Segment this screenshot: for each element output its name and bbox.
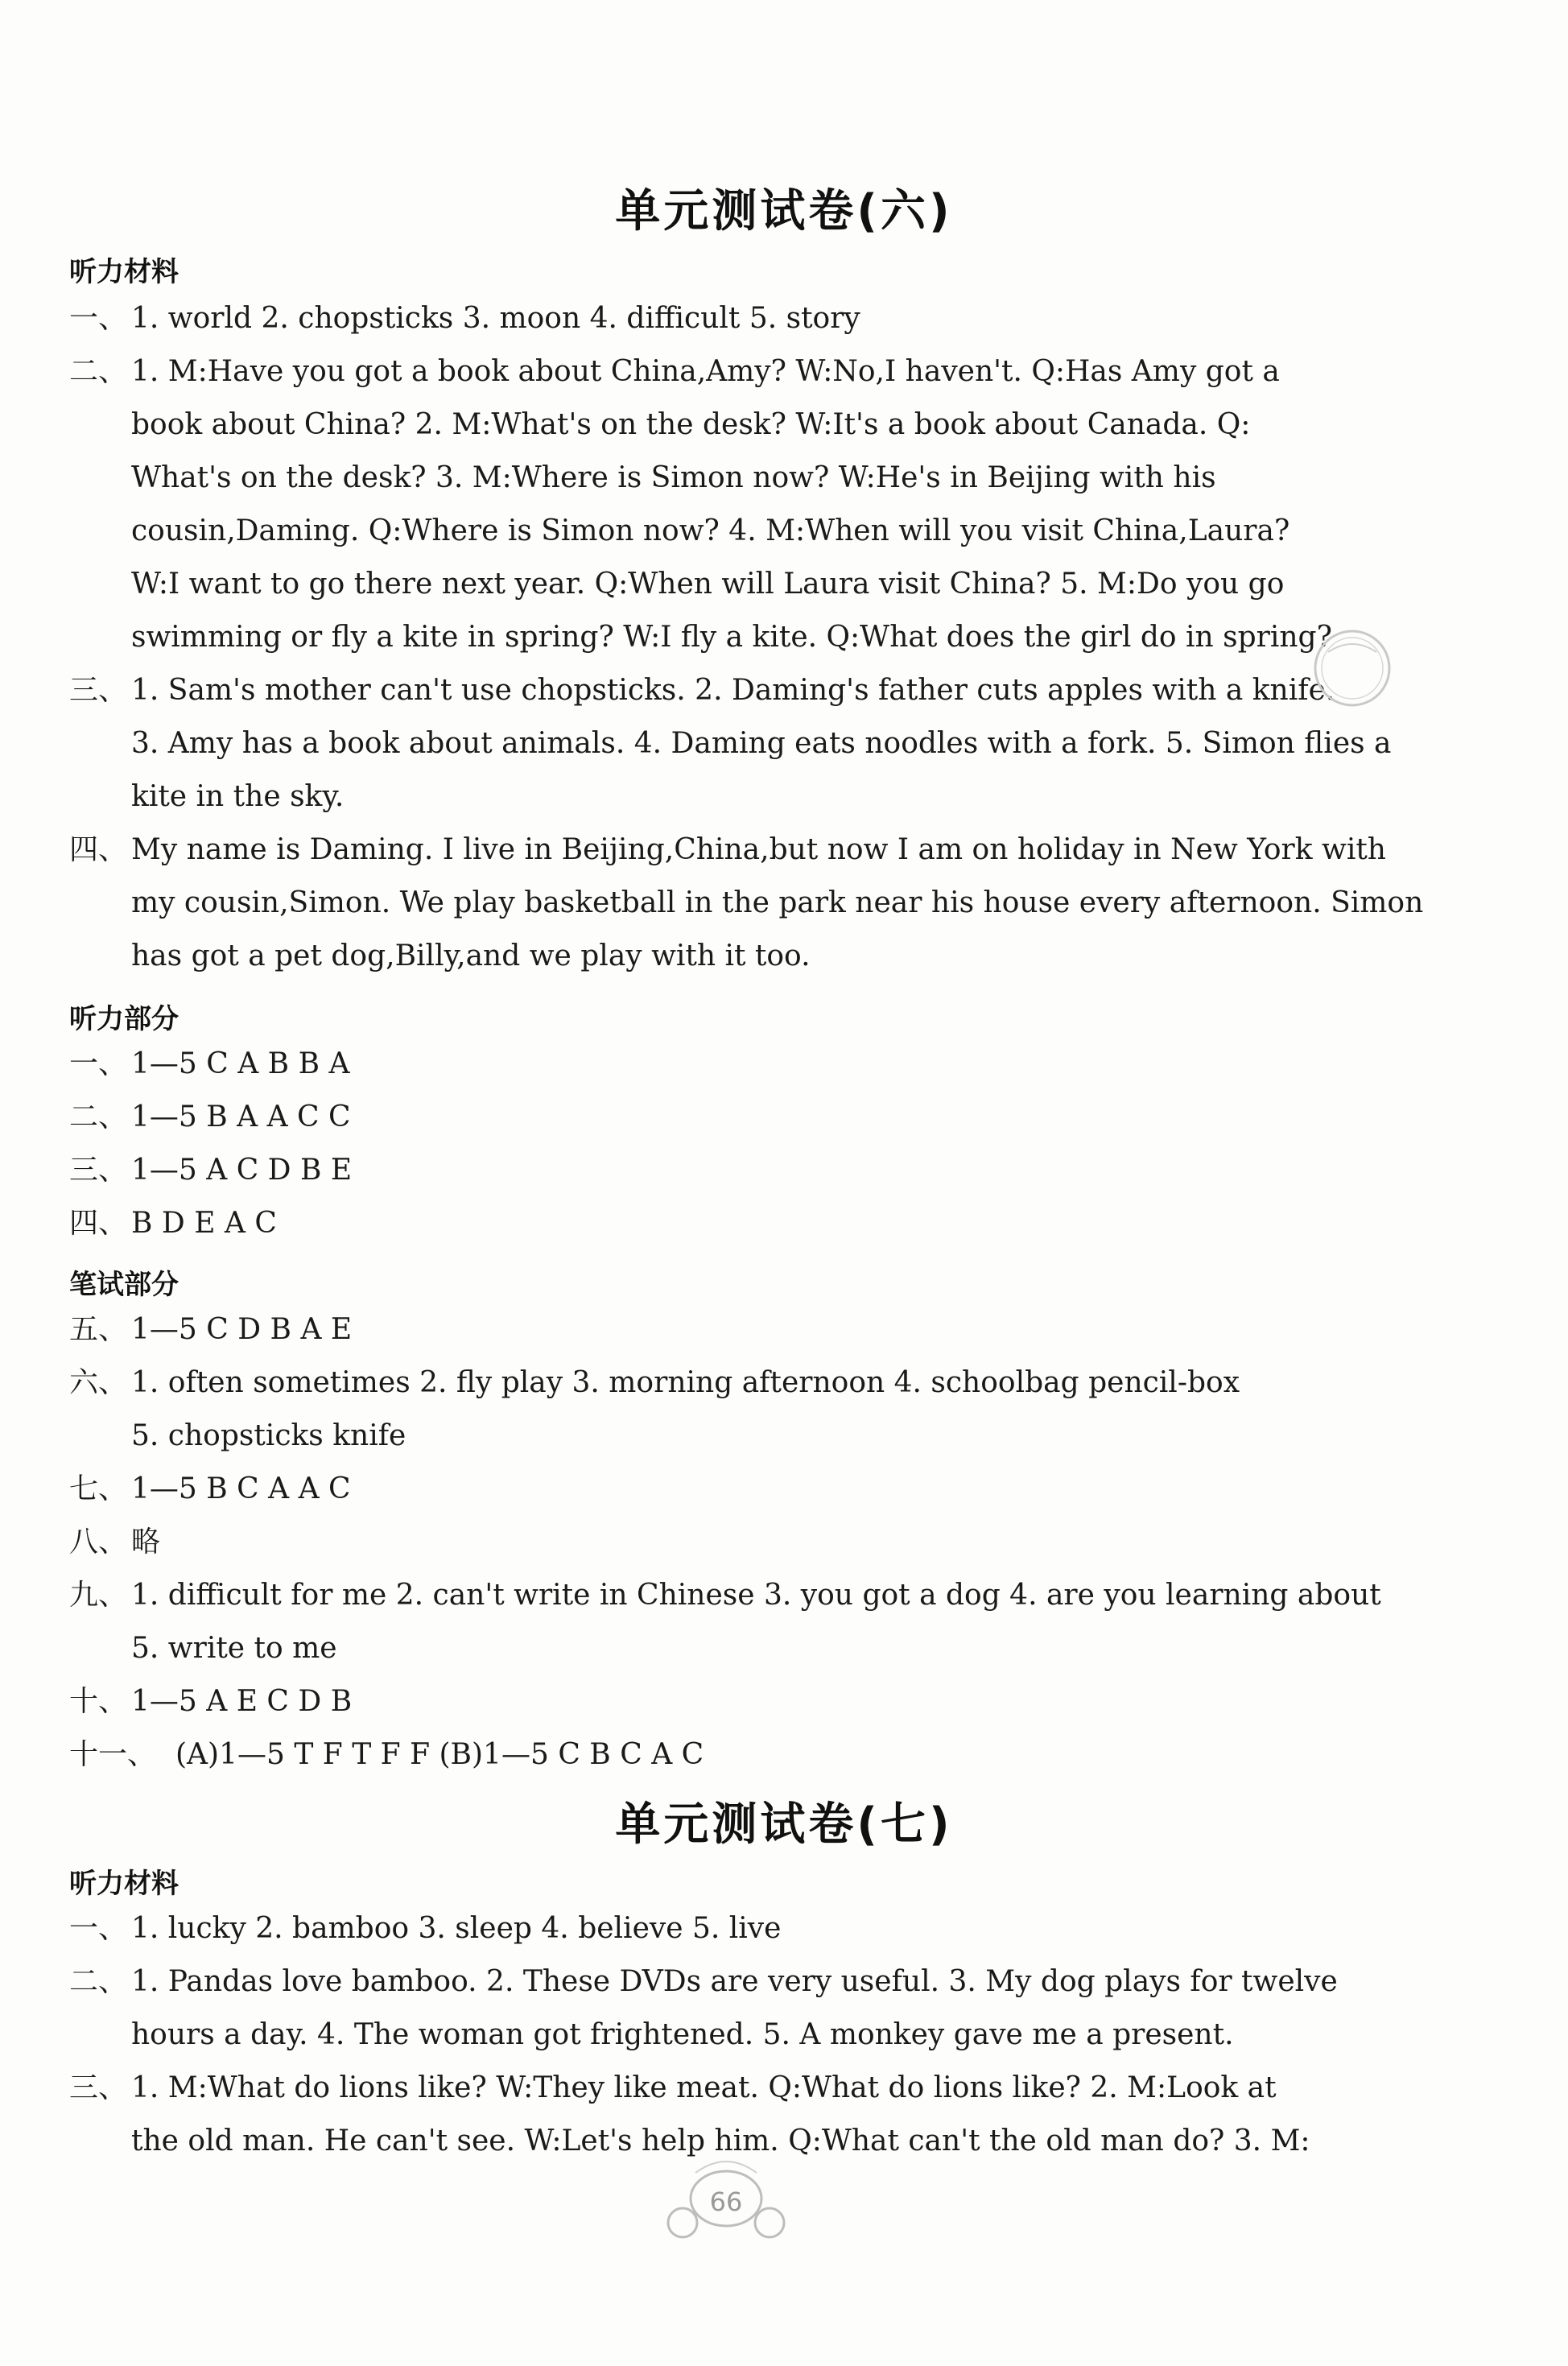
s7-lm-1: 一、 1. lucky 2. bamboo 3. sleep 4. believe 5. live (69, 1912, 782, 1945)
s6-wp-10: 十、 1—5 A E C D B (69, 1685, 353, 1718)
s6-lm-3-line0: 三、 1. Sam's mother can't use chopsticks. 2. Daming's father cuts apples with a knife. (69, 674, 1335, 707)
s6-lp-1: 一、 1—5 C A B B A (69, 1047, 350, 1080)
section7-title: 单元测试卷(七) (615, 1798, 953, 1851)
s6-wp-6-line0: 六、 1. often sometimes 2. fly play 3. morning afternoon 4. schoolbag pencil-box (69, 1366, 1240, 1399)
section6-listening-material-heading: 听力材料 (69, 256, 179, 288)
s6-wp-7: 七、 1—5 B C A A C (69, 1472, 351, 1505)
s6-wp-5: 五、 1—5 C D B A E (69, 1313, 353, 1346)
s6-lm-4-line1: my cousin,Simon. We play basketball in the park near his house every afternoon. Simon (131, 886, 1424, 919)
s6-lp-3: 三、 1—5 A C D B E (69, 1154, 353, 1187)
page-number: 66 (709, 2186, 743, 2217)
s6-wp-8: 八、 略 (69, 1526, 161, 1559)
s6-lm-2-line0: 二、 1. M:Have you got a book about China,Amy? W:No,I haven't. Q:Has Amy got a (69, 355, 1280, 388)
s6-lm-2-line5: swimming or fly a kite in spring? W:I fly a kite. Q:What does the girl do in spring? (131, 621, 1332, 654)
s7-lm-3-line1: the old man. He can't see. W:Let's help him. Q:What can't the old man do? 3. M: (131, 2124, 1310, 2157)
s6-wp-11: 十一、 (A)1—5 T F T F F (B)1—5 C B C A C (69, 1738, 704, 1771)
s6-lm-1: 一、 1. world 2. chopsticks 3. moon 4. difficult 5. story (69, 302, 860, 335)
s6-lm-3-line1: 3. Amy has a book about animals. 4. Daming eats noodles with a fork. 5. Simon flies a (131, 727, 1392, 760)
s6-lm-4-line2: has got a pet dog,Billy,and we play with it too. (131, 939, 811, 972)
section6-title: 单元测试卷(六) (615, 185, 953, 237)
s7-lm-2-line0: 二、 1. Pandas love bamboo. 2. These DVDs are very useful. 3. My dog plays for twelve (69, 1965, 1338, 1998)
s6-lm-2-line2: What's on the desk? 3. M:Where is Simon now? W:He's in Beijing with his (131, 461, 1216, 494)
s6-lm-2-line4: W:I want to go there next year. Q:When will Laura visit China? 5. M:Do you go (131, 568, 1285, 601)
s6-wp-9-line1: 5. write to me (131, 1632, 337, 1665)
s6-lp-2: 二、 1—5 B A A C C (69, 1100, 351, 1133)
s6-lm-3-line2: kite in the sky. (131, 780, 345, 813)
s6-wp-9-line0: 九、 1. difficult for me 2. can't write in Chinese 3. you got a dog 4. are you learning about (69, 1579, 1381, 1612)
s6-lm-2-line1: book about China? 2. M:What's on the desk? W:It's a book about Canada. Q: (131, 408, 1251, 441)
section6-listening-part-heading: 听力部分 (69, 1003, 179, 1035)
watermark-stamp-icon (1304, 620, 1401, 716)
s6-lm-4-line0: 四、 My name is Daming. I live in Beijing,China,but now I am on holiday in New York with (69, 833, 1386, 866)
s6-lp-4: 四、 B D E A C (69, 1207, 277, 1240)
s7-lm-3-line0: 三、 1. M:What do lions like? W:They like meat. Q:What do lions like? 2. M:Look at (69, 2071, 1277, 2104)
section7-listening-material-heading: 听力材料 (69, 1868, 179, 1900)
s6-lm-2-line3: cousin,Daming. Q:Where is Simon now? 4. M:When will you visit China,Laura? (131, 514, 1290, 547)
s6-wp-6-line1: 5. chopsticks knife (131, 1419, 406, 1452)
s7-lm-2-line1: hours a day. 4. The woman got frightened. 5. A monkey gave me a present. (131, 2018, 1234, 2051)
section6-written-part-heading: 笔试部分 (69, 1269, 179, 1301)
